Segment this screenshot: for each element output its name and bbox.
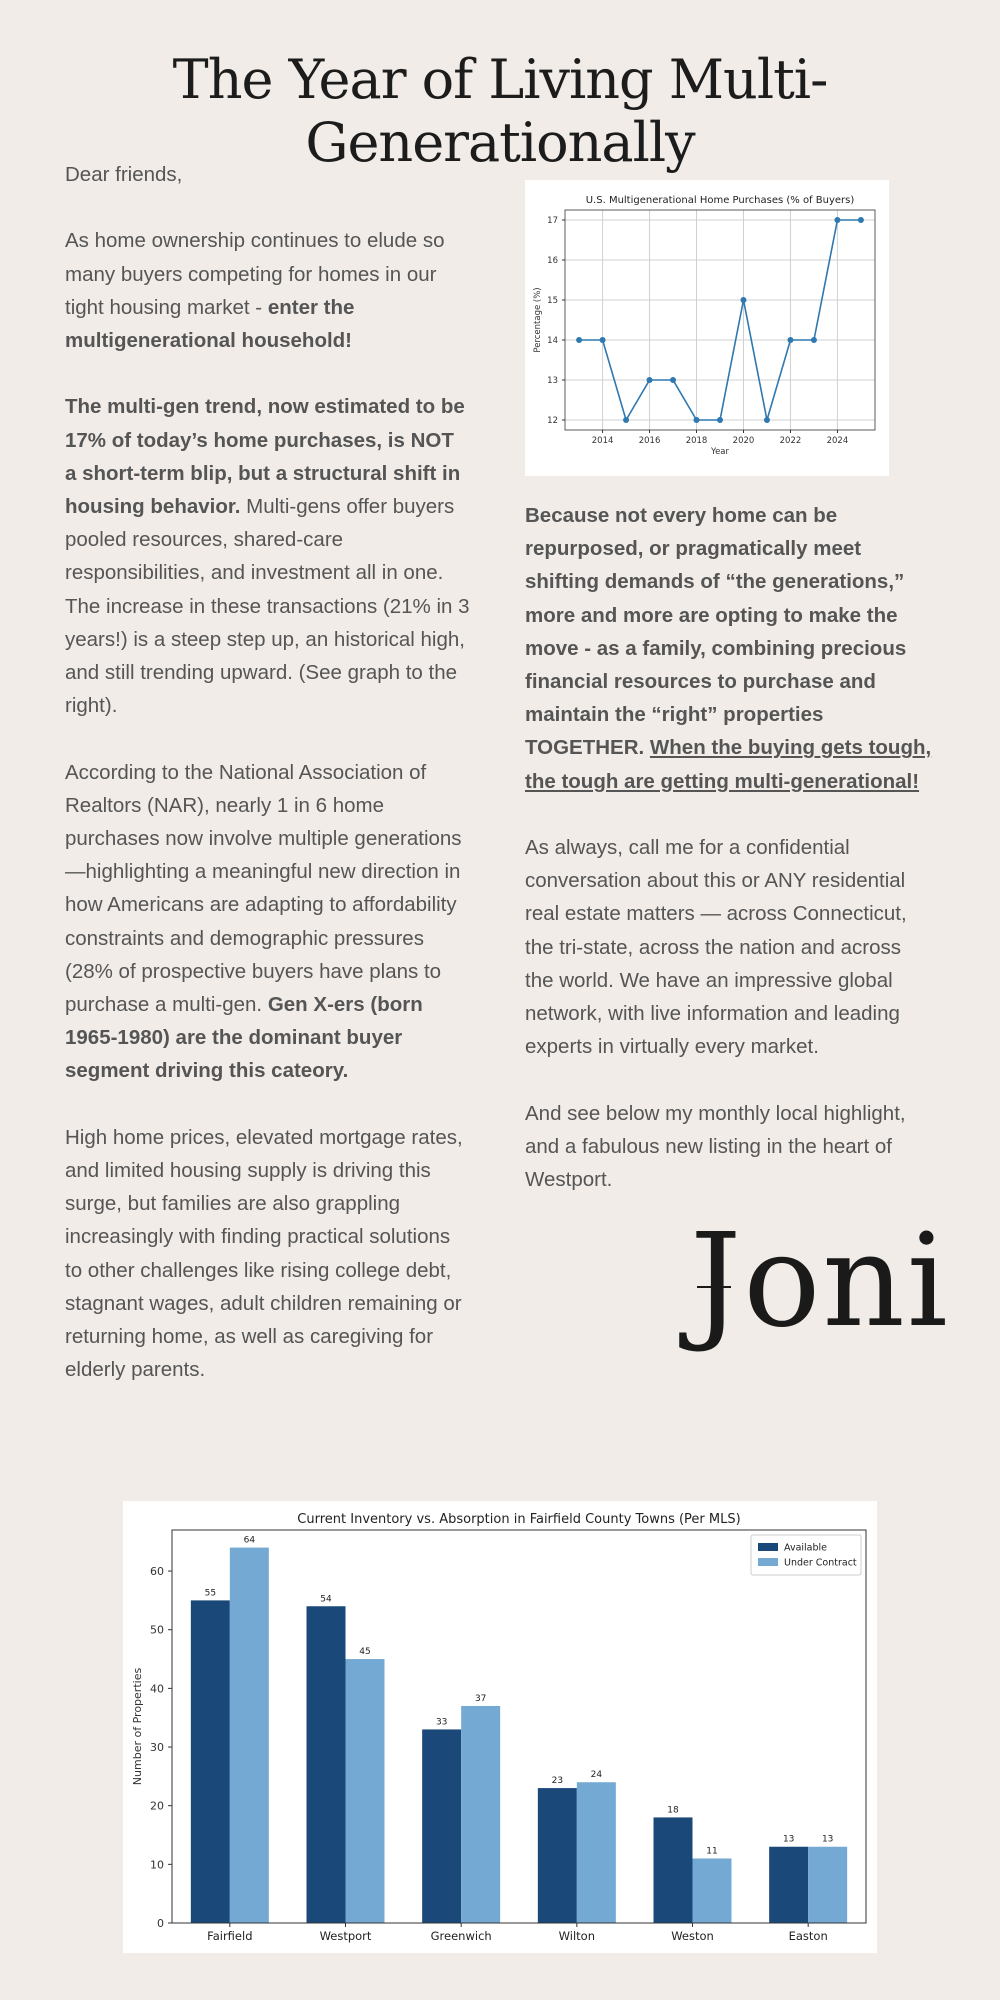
data-point (834, 217, 840, 223)
plot-frame (565, 210, 875, 430)
line-chart-multigen (525, 180, 889, 476)
bar-under-contract (230, 1548, 269, 1923)
x-tick-label: 2020 (732, 436, 755, 446)
x-tick-label: 2022 (779, 436, 802, 446)
data-point (694, 417, 700, 423)
paragraph-drivers: High home prices, elevated mortgage rates, and limited housing supply is driving this surge, but families are also grappling increasingly with finding practical solutions to other challenges like rising college debt, stagnant wages, adult children remaining or returning home, as well as caregiving for elderly parents. (65, 1125, 463, 1382)
y-axis-label: Number of Properties (131, 1667, 144, 1786)
x-tick-label: Westport (319, 1929, 372, 1943)
right-column (525, 499, 935, 1229)
data-label: 55 (204, 1588, 217, 1599)
y-tick-label: 10 (150, 1858, 164, 1872)
bar-chart-inventory (123, 1501, 877, 1953)
bar-available (307, 1606, 346, 1923)
bar-chart-svg (123, 1501, 877, 1953)
paragraph-text: According to the National Association of Realtors (NAR), nearly 1 in 6 home purchases now involve multiple generations—highlighting a meaningful new direction in how Americans are adapting to affordability constraints and demographic pressures (28% of prospective buyers have plans to purchase a multi-gen. (65, 760, 462, 1017)
bold-text: The multi-gen trend, now estimated to be 17% of today’s home purchases, is NOT a short-term blip, but a structural shift in housing behavior. (65, 395, 465, 518)
y-tick-label: 0 (157, 1917, 164, 1930)
y-tick-label: 20 (150, 1799, 164, 1813)
y-tick-label: 14 (547, 336, 558, 346)
data-point (858, 217, 864, 223)
bar-under-contract (693, 1858, 732, 1923)
data-point (787, 337, 793, 343)
legend-swatch (758, 1543, 778, 1551)
bar-under-contract (346, 1659, 385, 1923)
y-tick-label: 17 (547, 216, 558, 226)
bar-available (654, 1817, 693, 1923)
underlined-text: When the buying gets tough, the tough are getting multi-generational! (525, 736, 932, 793)
paragraph-text: As home ownership continues to elude so many buyers competing for homes in our tight housing market - (65, 229, 445, 319)
x-tick-label: 2024 (826, 436, 849, 446)
y-tick-label: 40 (150, 1682, 164, 1696)
data-label: 33 (435, 1717, 448, 1728)
data-point (811, 337, 817, 343)
series-line (579, 220, 861, 420)
x-tick-label: Fairfield (207, 1929, 253, 1943)
y-tick-label: 50 (150, 1623, 164, 1637)
x-tick-label: Greenwich (430, 1929, 492, 1943)
paragraph-text: Multi-gens offer buyers pooled resources, shared-care responsibilities, and investment all in one. The increase in these transactions (21% in 3 years!) is a steep step up, an historical high, and still trending upward. (See graph to the right). (65, 495, 470, 718)
legend-label: Under Contract (784, 1557, 857, 1569)
legend-swatch (758, 1558, 778, 1566)
bar-under-contract (808, 1847, 847, 1923)
x-tick-label: 2018 (685, 436, 708, 446)
paragraph-ownership (65, 224, 470, 357)
paragraph-nar (65, 756, 470, 1088)
paragraph-contact: As always, call me for a confidential conversation about this or ANY residential real estate matters — across Connecticut, the tri-state, across the nation and across the world. We have an impressive global network, with live information and leading experts in virtually every market. (525, 836, 907, 1059)
bar-under-contract (461, 1706, 500, 1923)
legend-label: Available (784, 1542, 828, 1554)
data-label: 37 (474, 1693, 487, 1704)
left-column (65, 158, 470, 1420)
data-point (623, 417, 629, 423)
plot-frame (172, 1530, 866, 1923)
data-point (717, 417, 723, 423)
data-point (576, 337, 582, 343)
chart-title: Current Inventory vs. Absorption in Fairfield County Towns (Per MLS) (297, 1512, 741, 1527)
data-point (600, 337, 606, 343)
y-tick-label: 15 (547, 296, 558, 306)
paragraph-highlight: And see below my monthly local highlight, and a fabulous new listing in the heart of Westport. (525, 1101, 906, 1192)
x-tick-label: 2016 (638, 436, 661, 446)
bold-text: enter the multigenerational household! (65, 295, 355, 352)
data-label: 64 (243, 1535, 256, 1546)
y-tick-label: 16 (547, 256, 558, 266)
paragraph-conclusion (525, 499, 935, 798)
data-label: 13 (821, 1834, 834, 1845)
y-tick-label: 12 (547, 416, 558, 426)
paragraph-trend (65, 390, 470, 722)
line-chart-svg (525, 180, 889, 476)
data-point (647, 377, 653, 383)
data-point (740, 297, 746, 303)
y-axis-label: Percentage (%) (533, 287, 543, 353)
y-tick-label: 30 (150, 1741, 164, 1755)
bar-under-contract (577, 1782, 616, 1923)
data-point (670, 377, 676, 383)
y-tick-label: 13 (547, 376, 558, 386)
data-label: 24 (590, 1770, 603, 1781)
signature: Joni (690, 1207, 950, 1356)
bold-text: Because not every home can be repurposed, or pragmatically meet shifting demands of “the generations,” more and more are opting to make the move - as a family, combining precious financial resources to purchase and maintain the “right” properties TOGETHER. (525, 504, 907, 760)
bar-available (422, 1729, 461, 1923)
data-point (764, 417, 770, 423)
x-tick-label: Easton (788, 1929, 828, 1943)
page-title: The Year of Living Multi-Generationally (172, 48, 828, 174)
data-label: 18 (667, 1805, 679, 1816)
x-tick-label: Wilton (558, 1929, 596, 1943)
legend-box (751, 1535, 861, 1575)
bar-available (769, 1847, 808, 1923)
x-tick-label: Weston (671, 1929, 714, 1943)
bar-available (191, 1600, 230, 1923)
data-label: 13 (782, 1834, 795, 1845)
data-label: 23 (551, 1776, 564, 1787)
greeting: Dear friends, (65, 163, 183, 186)
data-label: 54 (320, 1594, 332, 1605)
x-axis-label: Year (711, 447, 729, 457)
bar-available (538, 1788, 577, 1923)
data-label: 45 (359, 1647, 371, 1658)
x-tick-label: 2014 (591, 436, 614, 446)
chart-title: U.S. Multigenerational Home Purchases (% of Buyers) (585, 195, 855, 206)
data-label: 11 (706, 1846, 718, 1857)
y-tick-label: 60 (150, 1565, 164, 1579)
bold-text: Gen X-ers (born 1965-1980) are the dominant buyer segment driving this cateory. (65, 993, 423, 1083)
